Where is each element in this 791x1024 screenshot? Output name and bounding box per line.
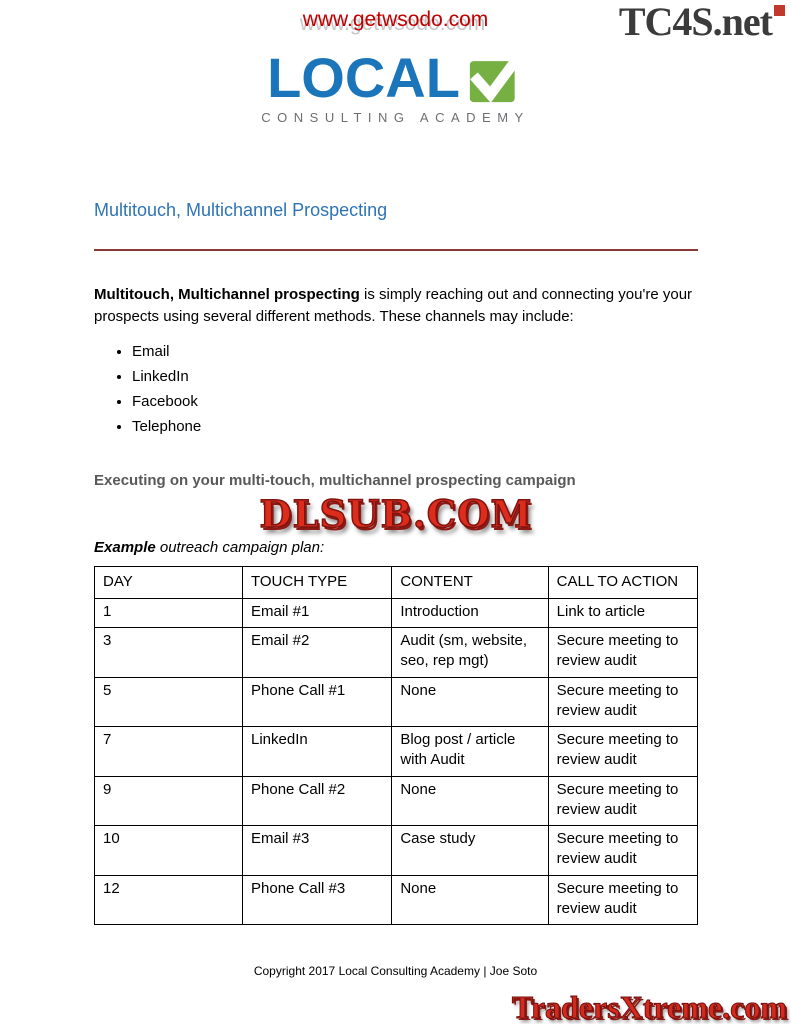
logo-wordmark: LOCAL bbox=[267, 45, 460, 109]
cell-day: 1 bbox=[95, 598, 243, 627]
intro-bold-text: Multitouch, Multichannel prospecting bbox=[94, 286, 360, 303]
logo-subtitle: CONSULTING ACADEMY bbox=[261, 110, 530, 125]
table-row bbox=[95, 628, 698, 678]
cell-touch-type: Phone Call #2 bbox=[243, 776, 392, 826]
cell-content: Blog post / article with Audit bbox=[392, 727, 548, 777]
dlsub-watermark: DLSUB.COM bbox=[259, 491, 533, 536]
checkmark-icon bbox=[468, 48, 524, 104]
table-row bbox=[95, 776, 698, 826]
cell-call-to-action: Secure meeting to review audit bbox=[548, 727, 697, 777]
table-row bbox=[95, 875, 698, 925]
cell-call-to-action: Secure meeting to review audit bbox=[548, 875, 697, 925]
cell-content: None bbox=[392, 776, 548, 826]
cell-touch-type: Phone Call #1 bbox=[243, 677, 392, 727]
cell-content: Case study bbox=[392, 826, 548, 876]
page-title: Multitouch, Multichannel Prospecting bbox=[94, 200, 388, 220]
table-header-row bbox=[95, 566, 698, 598]
cell-day: 9 bbox=[95, 776, 243, 826]
example-caption bbox=[94, 539, 698, 556]
campaign-plan-table bbox=[94, 566, 698, 926]
cell-content: None bbox=[392, 677, 548, 727]
table-row bbox=[95, 598, 698, 627]
title-rule bbox=[94, 249, 698, 251]
table-row bbox=[95, 826, 698, 876]
cell-touch-type: Phone Call #3 bbox=[243, 875, 392, 925]
col-header-day: DAY bbox=[95, 566, 243, 598]
cell-call-to-action: Link to article bbox=[548, 598, 697, 627]
cell-call-to-action: Secure meeting to review audit bbox=[548, 677, 697, 727]
table-row bbox=[95, 677, 698, 727]
list-item-facebook: • Facebook bbox=[132, 393, 698, 410]
cell-day: 10 bbox=[95, 826, 243, 876]
tc4s-text: TC4S.net bbox=[618, 0, 772, 44]
cell-touch-type: Email #1 bbox=[243, 598, 392, 627]
intro-rest-text: is simply reaching out and connecting you're your prospects using several different methods. These channels may include: bbox=[94, 286, 693, 325]
cell-call-to-action: Secure meeting to review audit bbox=[548, 776, 697, 826]
list-item-email: • Email bbox=[132, 343, 698, 360]
example-rest: outreach campaign plan: bbox=[155, 538, 325, 556]
list-item-linkedin: • LinkedIn bbox=[132, 368, 698, 385]
cell-touch-type: Email #3 bbox=[243, 826, 392, 876]
top-watermark: www.getwsodo.com bbox=[302, 8, 489, 31]
cell-content: Introduction bbox=[392, 598, 548, 627]
channels-list bbox=[94, 343, 698, 435]
logo-row bbox=[0, 45, 791, 109]
cell-day: 3 bbox=[95, 628, 243, 678]
list-item-telephone: • Telephone bbox=[132, 418, 698, 435]
tc4s-logo bbox=[619, 0, 785, 44]
example-label: Example bbox=[94, 538, 156, 556]
cell-content: Audit (sm, website, seo, rep mgt) bbox=[392, 628, 548, 678]
cell-day: 5 bbox=[95, 677, 243, 727]
col-header-call-to-action: CALL TO ACTION bbox=[548, 566, 697, 598]
cell-day: 12 bbox=[95, 875, 243, 925]
tc4s-red-square bbox=[774, 5, 785, 16]
local-consulting-academy-logo bbox=[0, 45, 791, 125]
table-row bbox=[95, 727, 698, 777]
tradersxtreme-watermark: TradersXtreme.com bbox=[511, 989, 787, 1024]
section-heading: Executing on your multi-touch, multichannel prospecting campaign bbox=[94, 471, 576, 489]
cell-call-to-action: Secure meeting to review audit bbox=[548, 826, 697, 876]
cell-day: 7 bbox=[95, 727, 243, 777]
cell-touch-type: LinkedIn bbox=[243, 727, 392, 777]
footer-copyright: Copyright 2017 Local Consulting Academy | Joe Soto bbox=[253, 964, 538, 978]
col-header-content: CONTENT bbox=[392, 566, 548, 598]
cell-content: None bbox=[392, 875, 548, 925]
intro-paragraph bbox=[94, 284, 698, 328]
col-header-touch-type: TOUCH TYPE bbox=[243, 566, 392, 598]
cell-touch-type: Email #2 bbox=[243, 628, 392, 678]
cell-call-to-action: Secure meeting to review audit bbox=[548, 628, 697, 678]
